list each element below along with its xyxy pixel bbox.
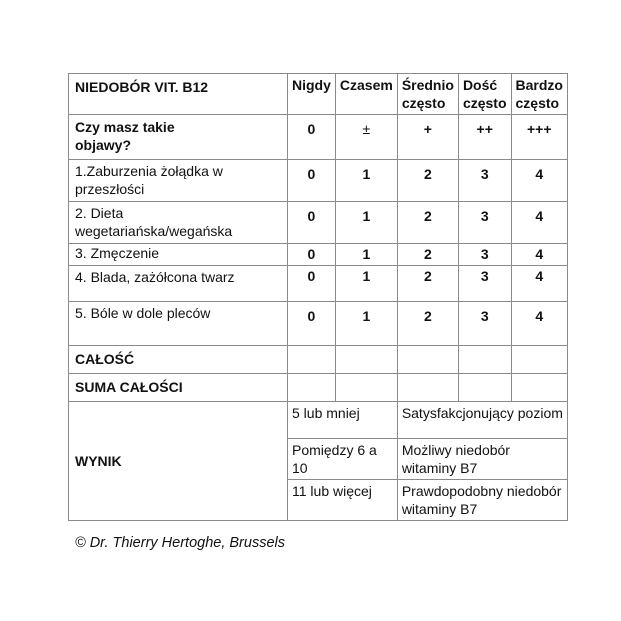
total-cell[interactable] [397,346,458,374]
total-cell[interactable] [458,346,511,374]
b12-deficiency-table [68,73,568,521]
symptom-label: 1.Zaburzenia żołądka w przeszłości [69,160,288,202]
score-cell: 3 [458,160,511,202]
score-cell: 0 [288,202,336,244]
score-cell: 4 [511,160,567,202]
result-range: Pomiędzy 6 a 10 [288,439,398,480]
symptom-label: 3. Zmęczenie [69,244,288,266]
symbol-cell: + [397,115,458,160]
score-cell: 4 [511,202,567,244]
score-cell: 4 [511,302,567,346]
total-row [69,346,568,374]
column-header-very-often: Bardzo często [511,74,567,115]
copyright-note: © Dr. Thierry Hertoghe, Brussels [75,535,285,551]
score-cell: 4 [511,244,567,266]
score-cell: 3 [458,244,511,266]
symptom-label: 4. Blada, zażółcona twarz [69,266,288,302]
score-cell: 3 [458,266,511,302]
result-meaning: Prawdopodobny niedobór witaminy B7 [397,480,567,521]
sum-row [69,374,568,402]
header-row [69,74,568,115]
score-cell: 0 [288,160,336,202]
table-row [69,302,568,346]
table-title: NIEDOBÓR VIT. B12 [69,74,288,115]
symbol-cell: ± [335,115,397,160]
column-header-sometimes: Czasem [335,74,397,115]
symbol-cell: +++ [511,115,567,160]
result-range: 5 lub mniej [288,402,398,439]
result-row [69,402,568,439]
table-row [69,202,568,244]
score-cell: 2 [397,302,458,346]
score-cell: 0 [288,302,336,346]
table-row [69,160,568,202]
score-cell: 2 [397,266,458,302]
symbol-cell: 0 [288,115,336,160]
table-row [69,266,568,302]
symptom-label: 2. Dieta wegetariańska/wegańska [69,202,288,244]
total-cell[interactable] [288,346,336,374]
score-cell: 1 [335,302,397,346]
table-row [69,244,568,266]
score-cell: 2 [397,160,458,202]
score-cell: 3 [458,202,511,244]
score-cell: 2 [397,244,458,266]
score-cell: 0 [288,244,336,266]
score-cell: 1 [335,160,397,202]
sum-cell[interactable] [397,374,458,402]
result-meaning: Satysfakcjonujący poziom [397,402,567,439]
sum-cell[interactable] [511,374,567,402]
column-header-quite-often: Dość często [458,74,511,115]
symbol-cell: ++ [458,115,511,160]
column-header-medium-often: Średnio często [397,74,458,115]
sum-cell[interactable] [288,374,336,402]
sum-cell[interactable] [335,374,397,402]
total-cell[interactable] [335,346,397,374]
score-cell: 1 [335,202,397,244]
score-cell: 1 [335,244,397,266]
question-label: Czy masz takie objawy? [69,115,288,160]
result-meaning: Możliwy niedobór witaminy B7 [397,439,567,480]
sum-label: SUMA CAŁOŚCI [69,374,288,402]
score-cell: 0 [288,266,336,302]
score-cell: 4 [511,266,567,302]
score-cell: 3 [458,302,511,346]
score-cell: 2 [397,202,458,244]
result-range: 11 lub więcej [288,480,398,521]
result-label: WYNIK [69,402,288,521]
symptom-label: 5. Bóle w dole pleców [69,302,288,346]
question-row [69,115,568,160]
total-label: CAŁOŚĆ [69,346,288,374]
column-header-never: Nigdy [288,74,336,115]
sum-cell[interactable] [458,374,511,402]
total-cell[interactable] [511,346,567,374]
score-cell: 1 [335,266,397,302]
